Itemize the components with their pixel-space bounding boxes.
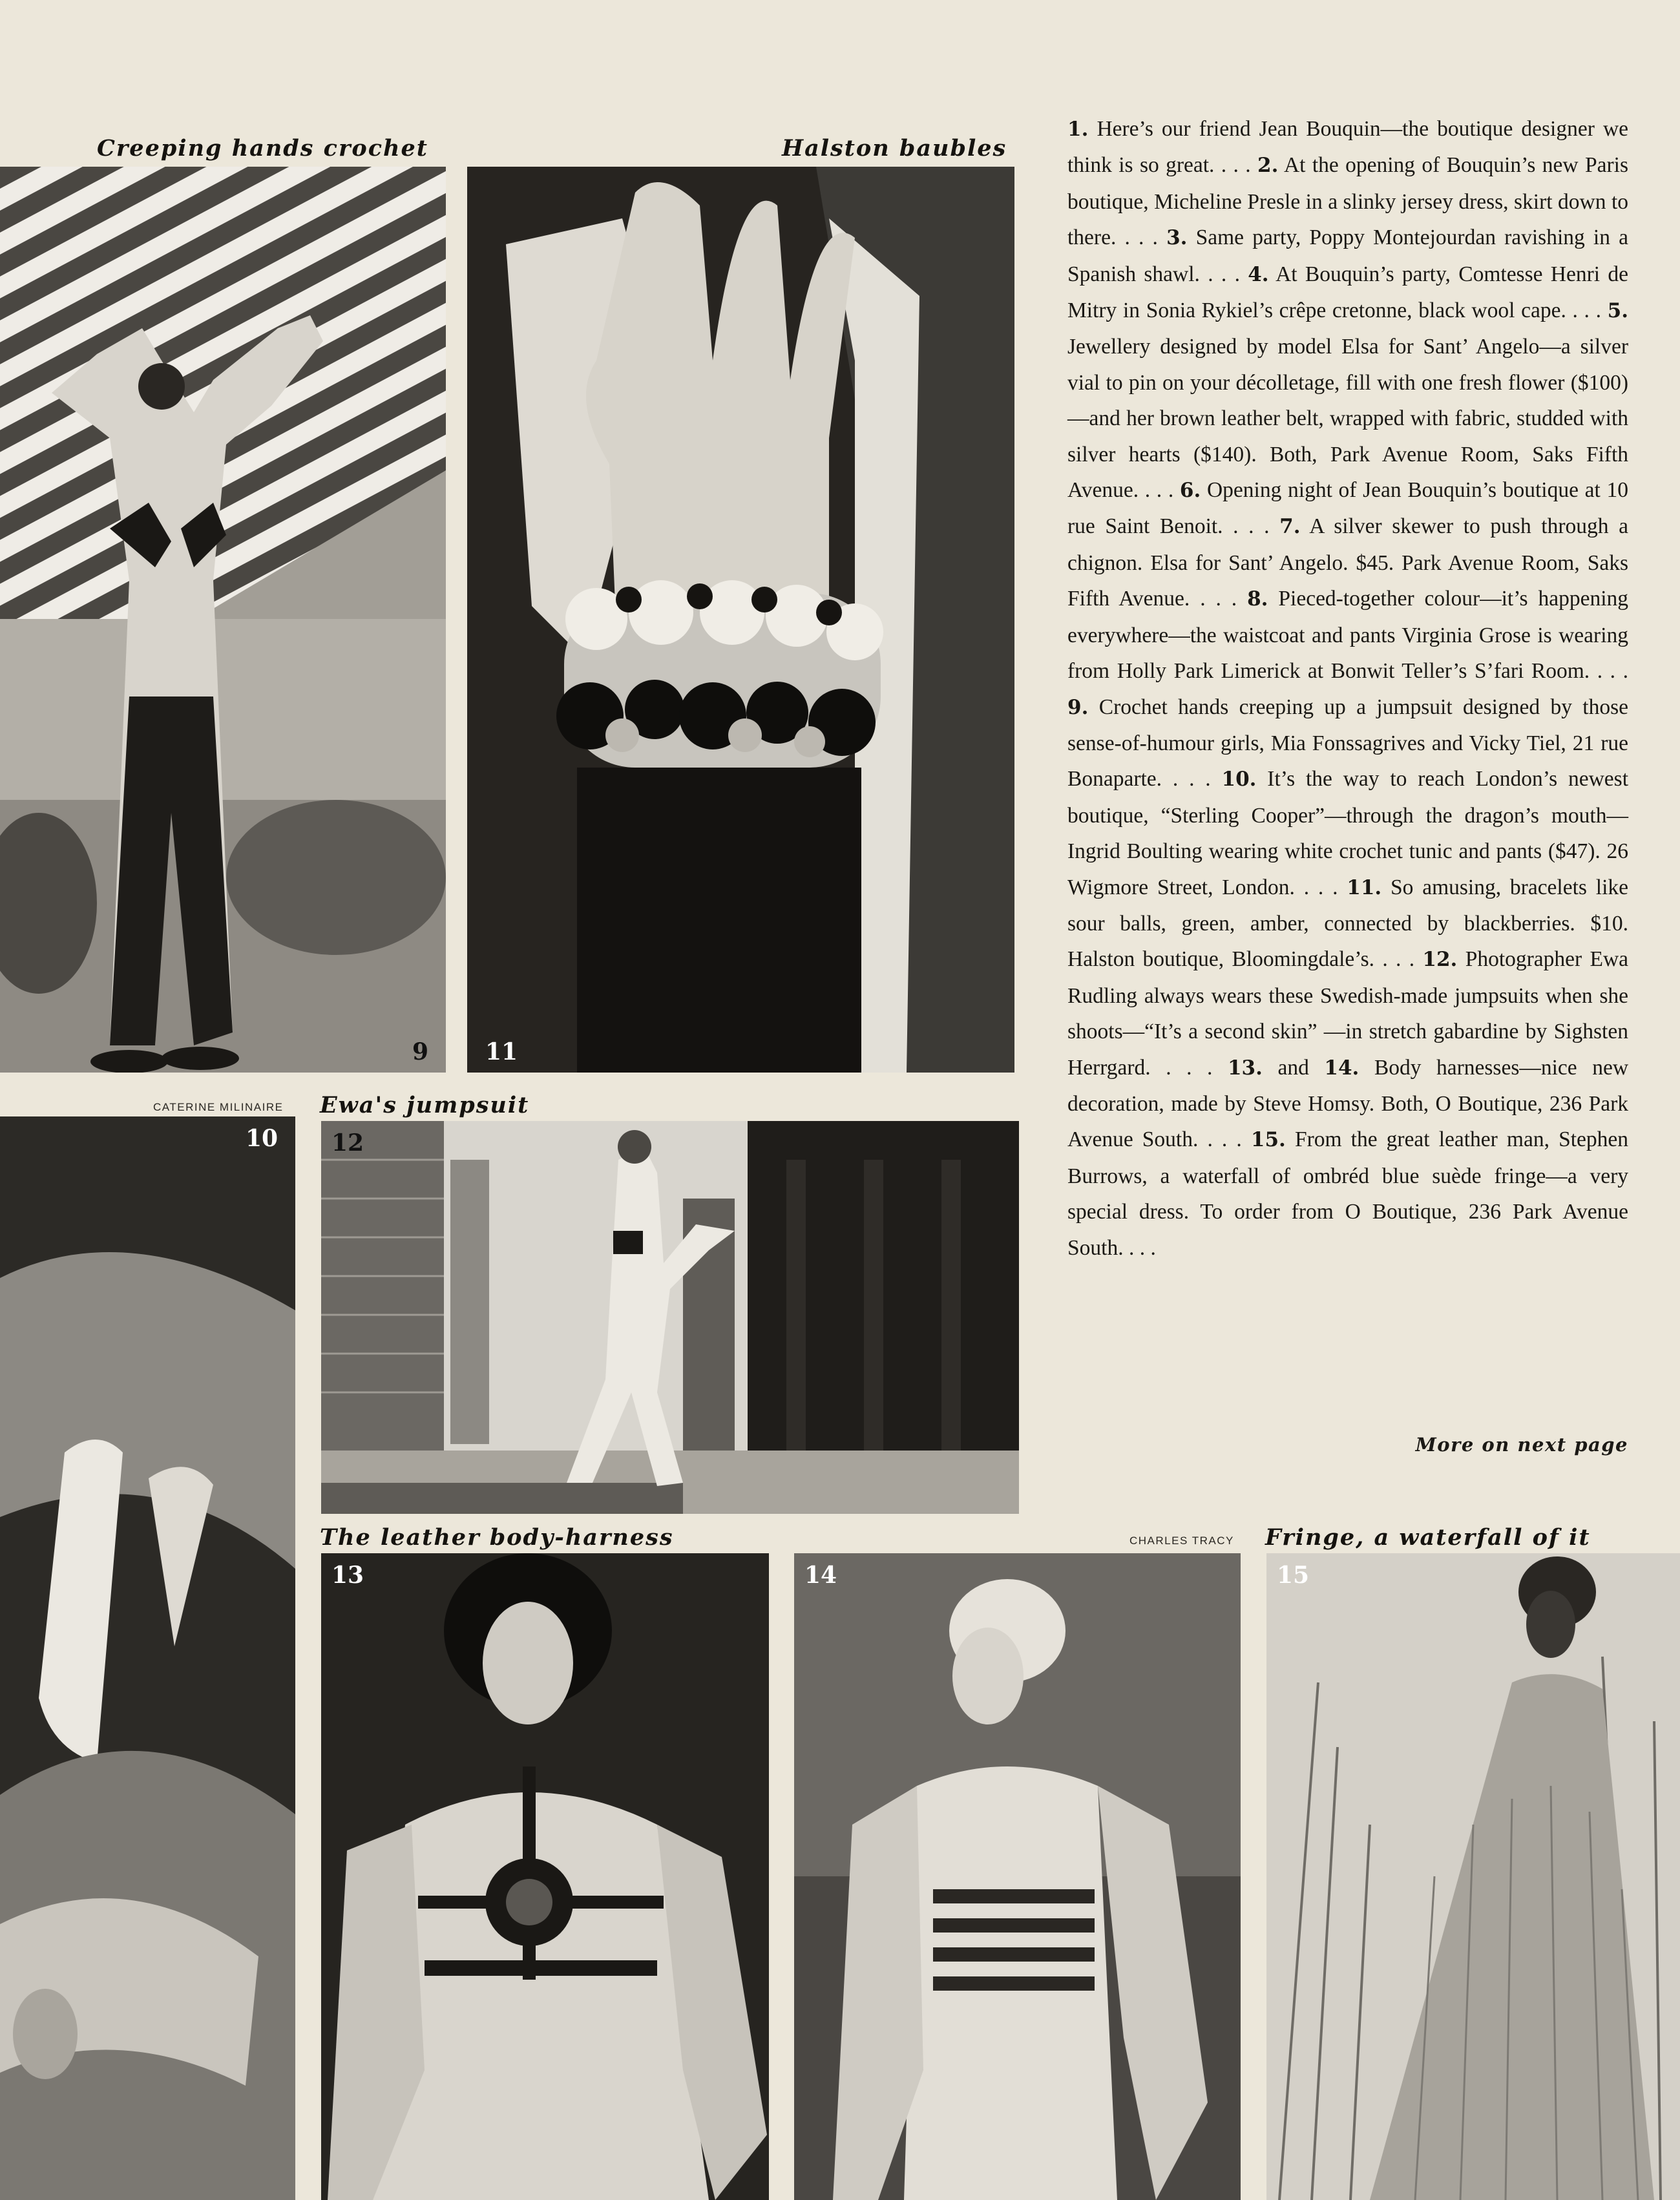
item-text-7: A silver skewer to push through a chignon. Elsa for Sant’ Angelo. $45. Park Avenue Room, Saks Fifth Avenue. . . .	[1067, 514, 1628, 611]
photo-crochet-jumpsuit	[0, 167, 446, 1073]
item-text-12: Photographer Ewa Rudling always wears these Swedish-made jumpsuits when she shoots—“It’s a second skin” —in stretch gabardine by Sighsten Herrgard. . . .	[1067, 947, 1629, 1080]
headline-creeping-hands: Creeping hands crochet	[97, 135, 428, 162]
photo-harness-man-image	[321, 1553, 769, 2200]
photo-crochet-jumpsuit-image	[0, 167, 446, 1073]
headline-fringe: Fringe, a waterfall of it	[1265, 1524, 1591, 1551]
photo-fringe-dress-image	[1266, 1553, 1680, 2200]
item-number-12: 12.	[1422, 948, 1458, 972]
item-number-5: 5.	[1607, 299, 1628, 323]
item-number-9: 9.	[1067, 695, 1089, 719]
item-text-3: Same party, Poppy Montejourdan ravishing in a Spanish shawl. . . .	[1067, 225, 1629, 286]
photo-ewa-street	[321, 1121, 1019, 1514]
item-text-and: and	[1277, 1055, 1309, 1080]
item-text-11: So amusing, bracelets like sour balls, green, amber, connected by blackberries. $10. Halston boutique, Bloomingdale’s. . . .	[1067, 875, 1628, 972]
photo-ewa-street-image	[321, 1121, 1019, 1514]
item-text-15: From the great leather man, Stephen Burrows, a waterfall of ombréd blue suède fringe—a very special dress. To order from O Boutique, 236 Park Avenue South. . . .	[1067, 1127, 1629, 1260]
item-text-10: It’s the way to reach London’s newest boutique, “Sterling Cooper”—through the dragon’s mouth—Ingrid Boulting wearing white crochet tunic and pants ($47). 26 Wigmore Street, London. . . .	[1067, 767, 1629, 899]
item-text-1: Here’s our friend Jean Bouquin—the boutique designer we think is so great. . . .	[1067, 117, 1629, 178]
photo-bracelets	[467, 167, 1014, 1073]
photo-dragon-mouth	[0, 1116, 295, 2200]
item-number-1: 1.	[1067, 118, 1089, 141]
item-text-6: Opening night of Jean Bouquin’s boutique at 10 rue Saint Benoit. . . .	[1067, 478, 1629, 539]
item-text-14: Body harnesses—nice new decoration, made by Steve Homsy. Both, O Boutique, 236 Park Avenue South. . . .	[1067, 1055, 1629, 1152]
headline-leather-harness: The leather body-harness	[320, 1524, 674, 1551]
article-body-text	[1067, 111, 1628, 1266]
item-number-14: 14.	[1324, 1056, 1360, 1080]
plate-number-15: 15	[1277, 1562, 1310, 1589]
photo-harness-woman-image	[794, 1553, 1241, 2200]
photo-harness-woman	[794, 1553, 1241, 2200]
headline-ewas-jumpsuit: Ewa's jumpsuit	[320, 1092, 530, 1118]
item-text-8: Pieced-together colour—it’s happening everywhere—the waistcoat and pants Virginia Grose is wearing from Holly Park Limerick at Bonwit Teller’s S’fari Room. . . .	[1067, 587, 1629, 684]
continued-on-next-page: More on next page	[1415, 1434, 1628, 1456]
item-text-2: At the opening of Bouquin’s new Paris boutique, Micheline Presle in a slinky jersey dress, skirt down to there. . . .	[1067, 153, 1628, 250]
item-number-6: 6.	[1179, 479, 1201, 503]
item-number-2: 2.	[1257, 154, 1279, 178]
photo-dragon-mouth-image	[0, 1116, 295, 2200]
plate-number-10: 10	[246, 1125, 278, 1152]
item-number-7: 7.	[1279, 515, 1301, 539]
item-number-8: 8.	[1247, 587, 1268, 611]
item-text-9: Crochet hands creeping up a jumpsuit designed by those sense-of-humour girls, Mia Fonssagrives and Vicky Tiel, 21 rue Bonaparte. . . .	[1067, 695, 1629, 791]
item-text-4: At Bouquin’s party, Comtesse Henri de Mitry in Sonia Rykiel’s crêpe cretonne, black wool cape. . . .	[1067, 262, 1628, 323]
plate-number-13: 13	[331, 1562, 364, 1589]
plate-number-11: 11	[485, 1038, 518, 1065]
photo-bracelets-image	[467, 167, 1014, 1073]
plate-number-12: 12	[331, 1129, 364, 1157]
plate-number-14: 14	[804, 1562, 837, 1589]
headline-halston-baubles: Halston baubles	[782, 135, 1007, 162]
item-number-3: 3.	[1166, 226, 1188, 250]
item-number-10: 10.	[1221, 768, 1257, 791]
item-text-5: Jewellery designed by model Elsa for Sant’ Angelo—a silver vial to pin on your décolletage, fill with one fresh flower ($100)—and her brown leather belt, wrapped with fabric, studded with silver hearts ($140). Both, Park Avenue Room, Saks Fifth Avenue. . . .	[1067, 335, 1628, 503]
item-number-4: 4.	[1248, 262, 1269, 286]
item-number-15: 15.	[1250, 1128, 1286, 1152]
photo-credit-milinaire: CATERINE MILINAIRE	[153, 1101, 284, 1113]
item-number-13: 13.	[1227, 1056, 1263, 1080]
photo-fringe-dress	[1266, 1553, 1680, 2200]
item-number-11: 11.	[1347, 875, 1382, 899]
photo-credit-tracy: CHARLES TRACY	[1129, 1535, 1234, 1547]
plate-number-9: 9	[412, 1038, 429, 1065]
photo-harness-man	[321, 1553, 769, 2200]
